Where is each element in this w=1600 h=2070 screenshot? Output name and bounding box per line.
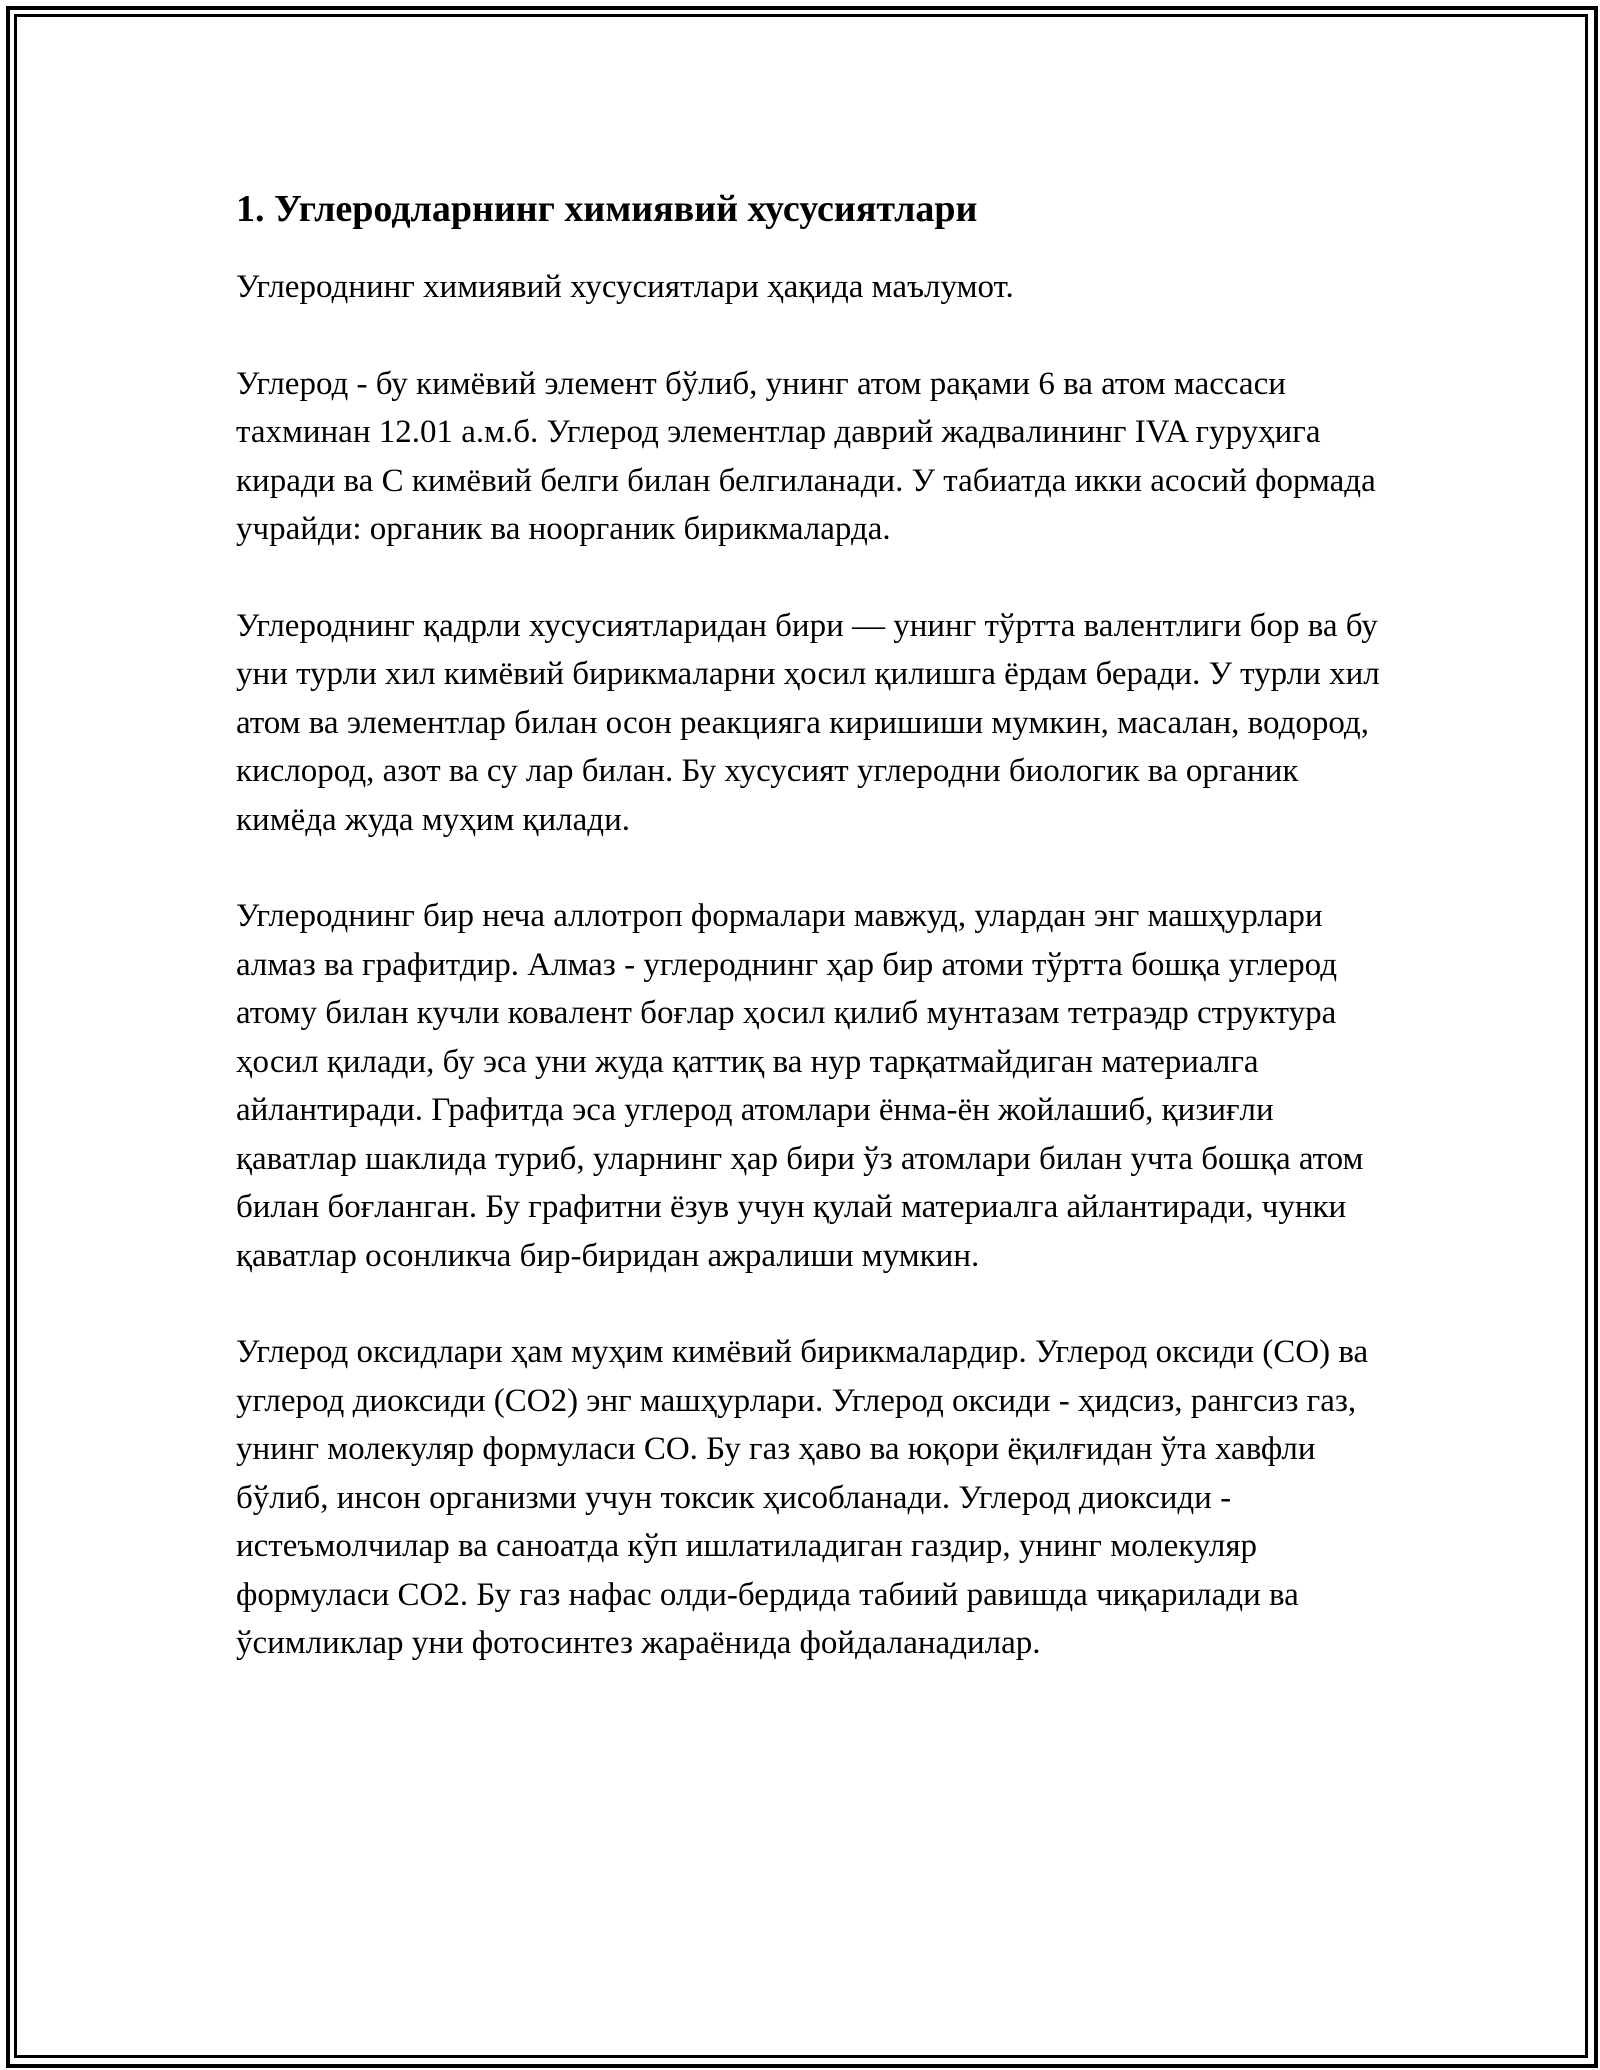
paragraph-element-overview: Углерод - бу кимёвий элемент бўлиб, унинг атом рақами 6 ва атом массаси тахминан 12.01 а.м.б. Углерод элементлар даврий жадвалининг IVA гуруҳига киради ва C кимёвий белги билан белгиланади. У табиатда икки асосий формада учрайди: органик ва ноорганик бирикмаларда. [236, 365, 1376, 547]
paragraph-intro: Углероднинг химиявий хусусиятлари ҳақида маълумот. [236, 269, 1014, 305]
document-body [236, 185, 1386, 1716]
paragraph-valence: Углероднинг қадрли хусусиятларидан бири — унинг тўртта валентлиги бор ва бу уни турли хил кимёвий бирикмаларни ҳосил қилишга ёрдам беради. У турли хил атом ва элементлар билан осон реакцияга киришиши мумкин, масалан, водород, кислород, азот ва су лар билан. Бу хусусият углеродни биологик ва органик кимёда жуда муҳим қилади. [236, 607, 1380, 838]
document-title: 1. Углеродларнинг химиявий хусусиятлари [236, 188, 978, 230]
paragraph-allotropes: Углероднинг бир неча аллотроп формалари мавжуд, улардан энг машҳурлари алмаз ва графитдир. Алмаз - углероднинг ҳар бир атоми тўртта бошқа углерод атому билан кучли ковалент боғлар ҳосил қилиб мунтазам тетраэдр структура ҳосил қилади, бу эса уни жуда қаттиқ ва нур тарқатмайдиган материалга айлантиради. Графитда эса углерод атомлари ёнма-ён жойлашиб, қизиғли қаватлар шаклида туриб, уларнинг ҳар бири ўз атомлари билан учта бошқа атом билан боғланган. Бу графитни ёзув учун қулай материалга айлантиради, чунки қаватлар осонликча бир-биридан ажралиши мумкин. [236, 898, 1364, 1274]
paragraph-oxides: Углерод оксидлари ҳам муҳим кимёвий бирикмалардир. Углерод оксиди (CO) ва углерод диоксиди (CO2) энг машҳурлари. Углерод оксиди - ҳидсиз, рангсиз газ, унинг молекуляр формуласи CO. Бу газ ҳаво ва юқори ёқилғидан ўта хавфли бўлиб, инсон организми учун токсик ҳисобланади. Углерод диоксиди - истеъмолчилар ва саноатда кўп ишлатиладиган газдир, унинг молекуляр формуласи CO2. Бу газ нафас олди-бердида табиий равишда чиқарилади ва ўсимликлар уни фотосинтез жараёнида фойдаланадилар. [236, 1334, 1369, 1661]
